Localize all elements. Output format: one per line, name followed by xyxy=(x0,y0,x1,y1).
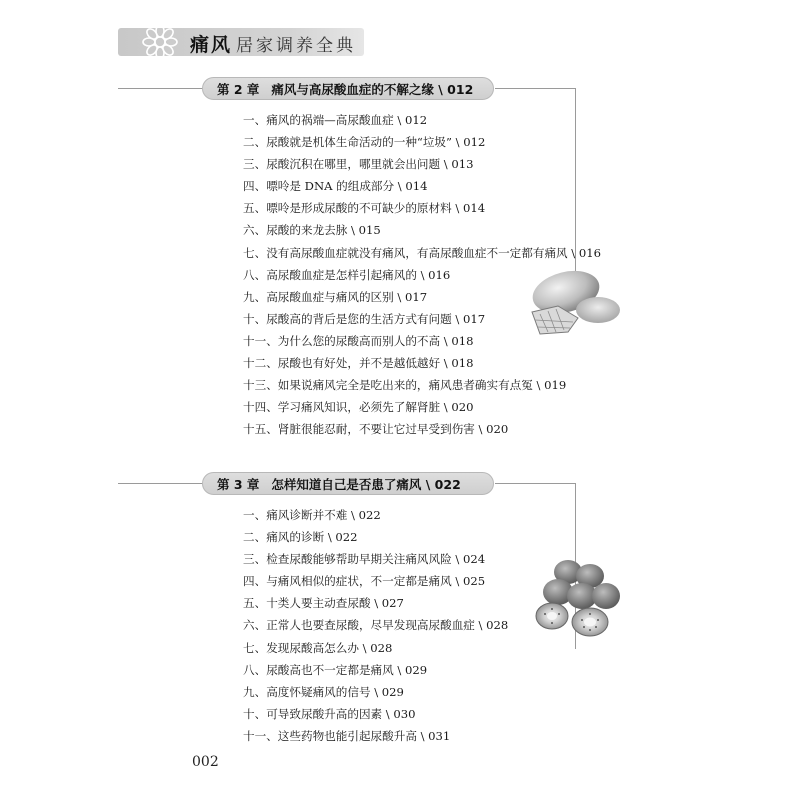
toc-entry[interactable]: 十二、尿酸也有好处，并不是越低越好 \ 018 xyxy=(243,356,474,371)
chapter-label: 第 3 章 xyxy=(217,476,260,492)
toc-entry[interactable]: 十一、这些药物也能引起尿酸升高 \ 031 xyxy=(243,728,451,743)
toc-entry[interactable]: 十、尿酸高的背后是您的生活方式有问题 \ 017 xyxy=(243,311,486,326)
header-title-light: 居家调养全典 xyxy=(236,35,357,56)
toc-entry[interactable]: 六、尿酸的来龙去脉 \ 015 xyxy=(243,223,381,238)
mango-icon xyxy=(518,262,626,340)
toc-entry[interactable]: 十三、如果说痛风完全是吃出来的，痛风患者确实有点冤 \ 019 xyxy=(243,378,567,393)
toc-entry[interactable]: 七、没有高尿酸血症就没有痛风，有高尿酸血症不一定都有痛风 \ 016 xyxy=(243,245,602,260)
toc-entry[interactable]: 二、尿酸就是机体生命活动的一种“垃圾” \ 012 xyxy=(243,135,486,150)
toc-entry[interactable]: 十五、肾脏很能忍耐，不要让它过早受到伤害 \ 020 xyxy=(243,422,509,437)
chapter-rule-right xyxy=(495,483,575,484)
toc-entry[interactable]: 八、尿酸高也不一定都是痛风 \ 029 xyxy=(243,662,428,677)
toc-entry[interactable]: 一、痛风诊断并不难 \ 022 xyxy=(243,508,381,522)
toc-entry[interactable]: 七、发现尿酸高怎么办 \ 028 xyxy=(243,640,393,655)
header-title-strong: 痛风 xyxy=(190,33,233,56)
toc-entry[interactable]: 三、尿酸沉积在哪里，哪里就会出问题 \ 013 xyxy=(243,157,474,172)
kiwi-icon xyxy=(528,552,628,642)
chapter-title: 怎样知道自己是否患了痛风 \ 022 xyxy=(271,476,461,492)
toc-entry[interactable]: 四、与痛风相似的症状，不一定都是痛风 \ 025 xyxy=(243,574,486,589)
page-number: 002 xyxy=(192,754,219,770)
chapter-label: 第 2 章 xyxy=(217,81,260,97)
toc-entry[interactable]: 二、痛风的诊断 \ 022 xyxy=(243,530,358,545)
toc-entry[interactable]: 五、嘌呤是形成尿酸的不可缺少的原材料 \ 014 xyxy=(243,201,486,216)
toc-entry[interactable]: 十四、学习痛风知识，必须先了解肾脏 \ 020 xyxy=(243,400,474,415)
toc-entry[interactable]: 六、正常人也要查尿酸，尽早发现高尿酸血症 \ 028 xyxy=(243,618,509,633)
running-header-title xyxy=(190,30,356,56)
toc-entry[interactable]: 九、高度怀疑痛风的信号 \ 029 xyxy=(243,684,404,699)
chapter-rule-left xyxy=(118,88,204,89)
toc-entry[interactable]: 十、可导致尿酸升高的因素 \ 030 xyxy=(243,706,416,721)
toc-entry[interactable]: 一、痛风的祸端—高尿酸血症 \ 012 xyxy=(243,113,428,127)
toc-list xyxy=(243,504,508,747)
toc-entry[interactable]: 五、十类人要主动查尿酸 \ 027 xyxy=(243,596,404,611)
flower-icon xyxy=(140,22,180,62)
chapter-title: 痛风与高尿酸血症的不解之缘 \ 012 xyxy=(271,81,474,97)
chapter-heading[interactable] xyxy=(202,472,494,495)
toc-entry[interactable]: 四、嘌呤是 DNA 的组成部分 \ 014 xyxy=(243,179,428,194)
chapter-heading[interactable] xyxy=(202,77,494,100)
toc-entry[interactable]: 十一、为什么您的尿酸高而别人的不高 \ 018 xyxy=(243,333,474,348)
toc-entry[interactable]: 三、检查尿酸能够帮助早期关注痛风风险 \ 024 xyxy=(243,552,486,567)
chapter-rule-right xyxy=(495,88,575,89)
toc-entry[interactable]: 八、高尿酸血症是怎样引起痛风的 \ 016 xyxy=(243,267,451,282)
chapter-rule-left xyxy=(118,483,204,484)
toc-entry[interactable]: 九、高尿酸血症与痛风的区别 \ 017 xyxy=(243,289,428,304)
